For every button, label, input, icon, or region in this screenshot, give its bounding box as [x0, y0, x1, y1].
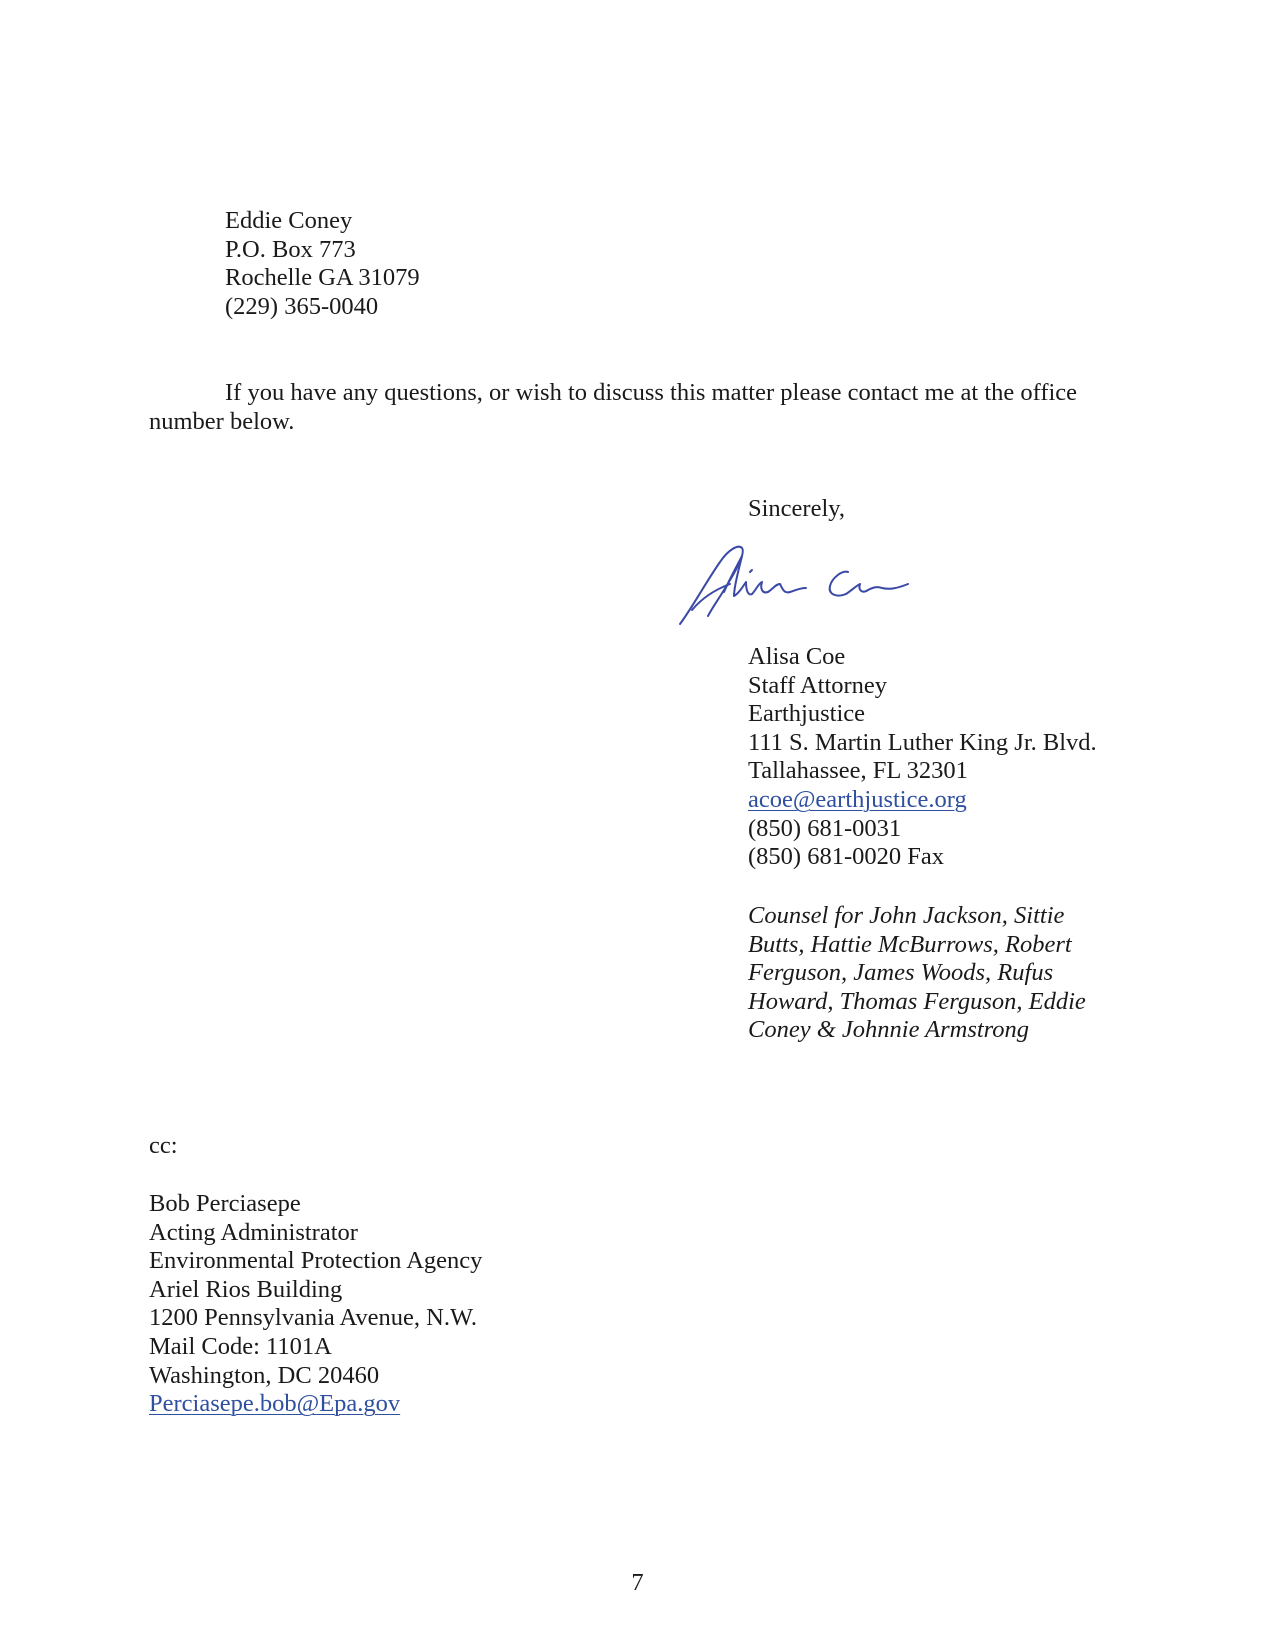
cc-building: Ariel Rios Building	[149, 1275, 343, 1303]
counsel-line-4: Howard, Thomas Ferguson, Eddie	[748, 987, 1086, 1015]
sender-organization: Earthjustice	[748, 700, 866, 728]
body-paragraph	[149, 379, 1149, 436]
counsel-line-5: Coney & Johnnie Armstrong	[748, 1016, 1030, 1044]
cc-email-link[interactable]: Perciasepe.bob@Epa.gov	[149, 1390, 401, 1418]
page-number-text: 7	[631, 1569, 644, 1596]
handwritten-signature	[672, 538, 922, 630]
cc-mail-code: Mail Code: 1101A	[149, 1332, 332, 1360]
recipient-phone: (229) 365-0040	[225, 292, 379, 320]
cc-title: Acting Administrator	[149, 1218, 358, 1246]
cc-label	[149, 1132, 178, 1161]
counsel-for	[748, 902, 1086, 1045]
recipient-address	[225, 207, 420, 321]
sender-signature-block	[748, 643, 1097, 872]
body-line-2: number below.	[149, 407, 295, 435]
sender-email-link[interactable]: acoe@earthjustice.org	[748, 785, 967, 813]
recipient-name: Eddie Coney	[225, 207, 353, 234]
counsel-line-3: Ferguson, James Woods, Rufus	[748, 959, 1054, 987]
sender-title: Staff Attorney	[748, 671, 888, 699]
cc-agency: Environmental Protection Agency	[149, 1247, 483, 1275]
cc-street: 1200 Pennsylvania Avenue, N.W.	[149, 1304, 477, 1332]
body-line-1: If you have any questions, or wish to discuss this matter please contact me at the office	[225, 379, 1078, 406]
counsel-line-2: Butts, Hattie McBurrows, Robert	[748, 930, 1072, 958]
closing	[748, 495, 845, 524]
sender-address-line-2: Tallahassee, FL 32301	[748, 757, 968, 785]
sender-phone: (850) 681-0031	[748, 814, 902, 842]
page-number	[0, 1569, 1275, 1598]
cc-name: Bob Perciasepe	[149, 1190, 301, 1217]
counsel-line-1: Counsel for John Jackson, Sittie	[748, 902, 1065, 929]
sender-name: Alisa Coe	[748, 643, 846, 670]
sender-fax: (850) 681-0020 Fax	[748, 843, 944, 871]
recipient-address-line-2: Rochelle GA 31079	[225, 264, 420, 292]
recipient-address-line-1: P.O. Box 773	[225, 235, 356, 263]
closing-text: Sincerely,	[748, 495, 846, 522]
sender-address-line-1: 111 S. Martin Luther King Jr. Blvd.	[748, 728, 1097, 756]
cc-recipient	[149, 1190, 482, 1419]
cc-label-text: cc:	[149, 1132, 178, 1159]
cc-city: Washington, DC 20460	[149, 1361, 380, 1389]
